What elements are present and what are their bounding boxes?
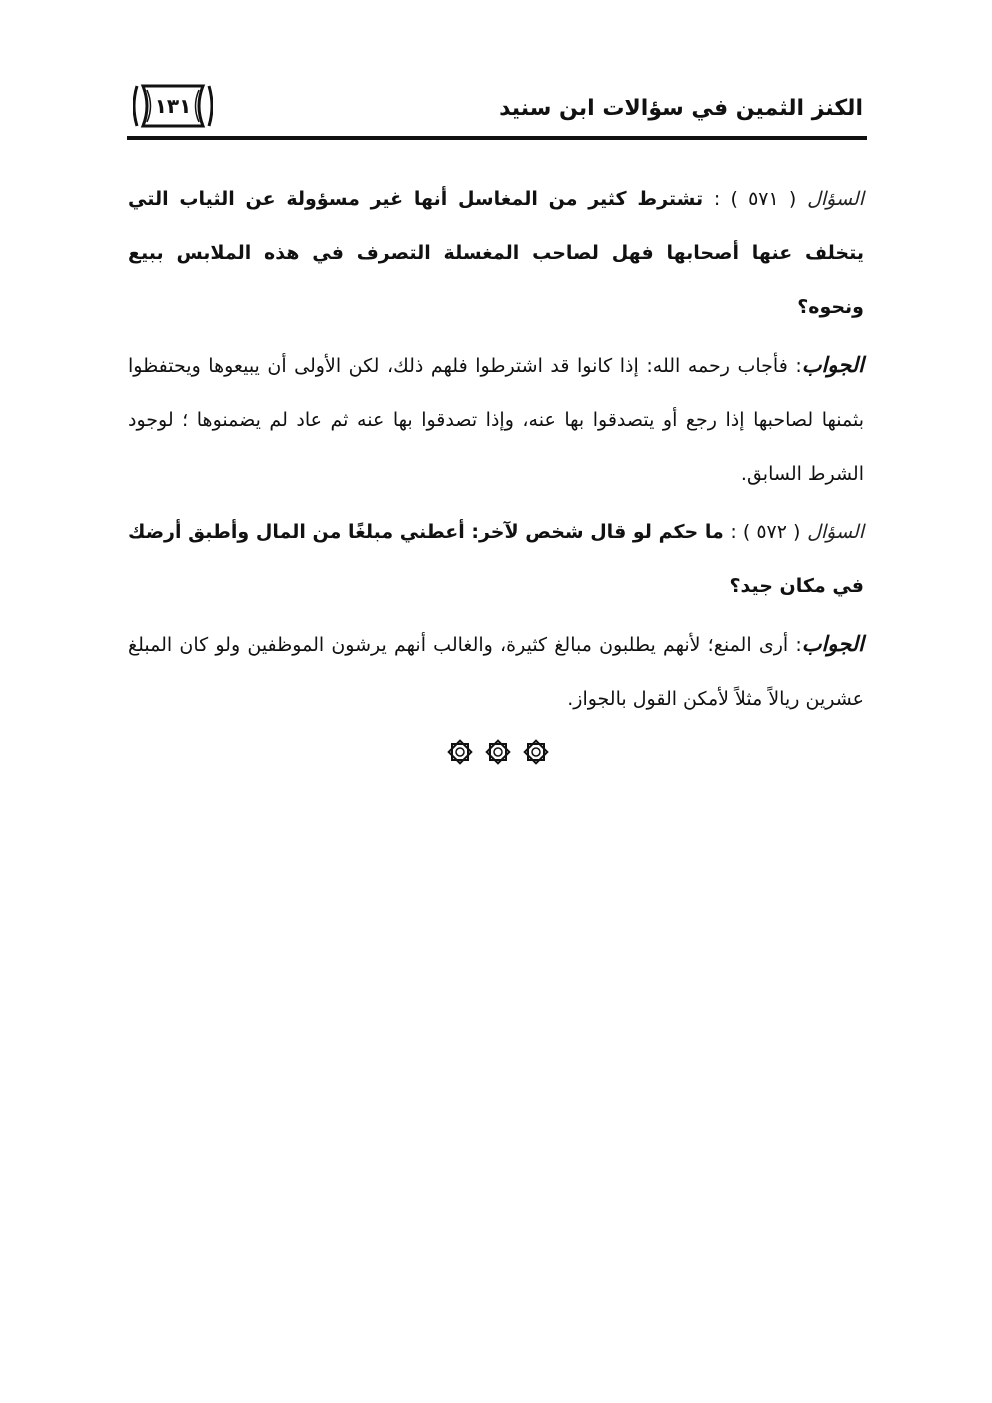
- star-ornament-icon: [446, 738, 474, 766]
- question-text: ما حكم لو قال شخص لآخر: أعطني مبلغًا من المال وأطبق أرضك في مكان جيد؟: [128, 521, 864, 597]
- question-label: السؤال: [807, 521, 864, 543]
- star-ornament-icon: [522, 738, 550, 766]
- answer-label: الجواب: [801, 631, 864, 656]
- answer-571: [128, 338, 864, 501]
- section-end-ornaments: [446, 738, 550, 766]
- answer-text: : فأجاب رحمه الله: إذا كانوا قد اشترطوا فلهم ذلك، لكن الأولى أن يبيعوها ويحتفظوا بثمنها لصاحبها إذا رجع أو يتصدقوا بها عنه، وإذا تصدقوا بها عنه ثم عاد لم يضمنوها ؛ لوجود الشرط السابق.: [128, 355, 864, 485]
- page-content: [128, 172, 864, 726]
- answer-label: الجواب: [801, 352, 864, 377]
- question-572: [128, 505, 864, 613]
- page-header: [127, 78, 867, 140]
- answer-572: [128, 617, 864, 726]
- answer-text: : أرى المنع؛ لأنهم يطلبون مبالغ كثيرة، والغالب أنهم يرشون الموظفين ولو كان المبلغ عشرين ريالاً مثلاً لأمكن القول بالجواز.: [128, 634, 864, 710]
- star-ornament-icon: [484, 738, 512, 766]
- question-number: ( ٥٧٢ ) :: [730, 521, 801, 543]
- page-number-badge: [133, 82, 213, 130]
- header-divider: [127, 136, 867, 140]
- page-number: ١٣١: [154, 94, 192, 118]
- question-label: السؤال: [807, 188, 864, 210]
- question-text: تشترط كثير من المغاسل أنها غير مسؤولة عن الثياب التي يتخلف عنها أصحابها فهل لصاحب المغسلة التصرف في هذه الملابس ببيع ونحوه؟: [128, 188, 864, 318]
- question-number: ( ٥٧١ ) :: [713, 188, 797, 210]
- book-title: الكنز الثمين في سؤالات ابن سنيد: [499, 96, 863, 121]
- question-571: [128, 172, 864, 334]
